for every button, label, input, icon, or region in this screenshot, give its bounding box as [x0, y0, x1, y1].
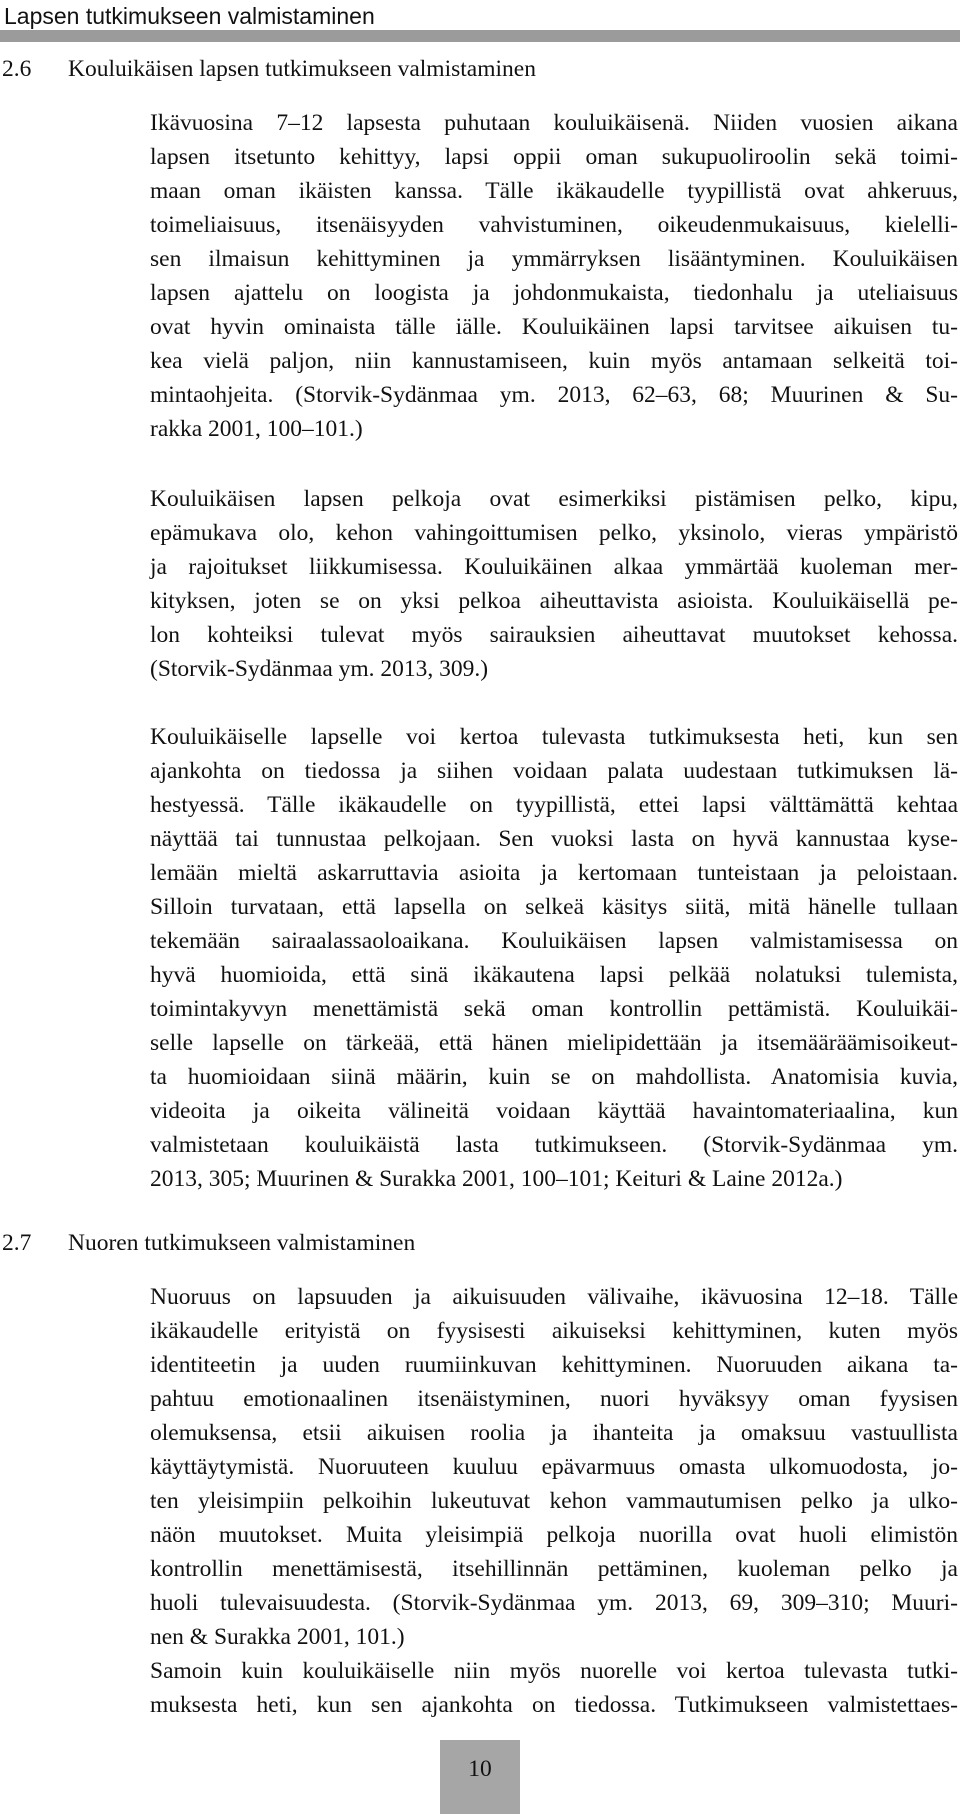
text-line: hyvä huomioida, että sinä ikäkautena lapsi pelkää nolatuksi tulemista,: [150, 962, 958, 988]
text-line: mintaohjeita. (Storvik-Sydänmaa ym. 2013, 62–63, 68; Muurinen & Su-: [150, 382, 958, 408]
text-line: Silloin turvataan, että lapsella on selkeä käsitys siitä, mitä hänelle tullaan: [150, 894, 958, 920]
text-line: videoita ja oikeita välineitä voidaan käyttää havaintomateriaalina, kun: [150, 1098, 958, 1124]
text-line: Kouluikäisen lapsen pelkoja ovat esimerkiksi pistämisen pelko, kipu,: [150, 486, 958, 512]
text-line: toimintakyvyn menettämistä sekä oman kontrollin pettämistä. Kouluikäi-: [150, 996, 958, 1022]
page-number-box: [440, 1740, 520, 1814]
text-line: ta huomioidaan siinä määrin, kuin se on mahdollista. Anatomisia kuvia,: [150, 1064, 958, 1090]
text-line: huoli tulevaisuudesta. (Storvik-Sydänmaa ym. 2013, 69, 309–310; Muuri-: [150, 1590, 958, 1616]
text-line: lon kohteiksi tulevat myös sairauksien aiheuttavat muutokset kehossa.: [150, 622, 958, 648]
text-line: hestyessä. Tälle ikäkaudelle on tyypillistä, ettei lapsi välttämättä kehtaa: [150, 792, 958, 818]
header-rule: [0, 30, 960, 42]
paragraph-school-age-preparation: [150, 720, 958, 1196]
text-line: olemuksensa, etsii aikuisen roolia ja ihanteita ja omaksuu vastuullista: [150, 1420, 958, 1446]
paragraph-school-age-intro: [150, 106, 958, 446]
text-line: sen ilmaisun kehittyminen ja ymmärryksen lisääntyminen. Kouluikäisen: [150, 246, 958, 272]
text-line: Samoin kuin kouluikäiselle niin myös nuorelle voi kertoa tulevasta tutki-: [150, 1658, 958, 1684]
text-line: tekemään sairaalassaoloaikana. Kouluikäisen lapsen valmistamisessa on: [150, 928, 958, 954]
text-line: käyttäytymistä. Nuoruuteen kuuluu epävarmuus omasta ulkomuodosta, jo-: [150, 1454, 958, 1480]
section-number: 2.7: [2, 1230, 32, 1256]
text-line: epämukava olo, kehon vahingoittumisen pelko, yksinolo, vieras ympäristö: [150, 520, 958, 546]
section-title: Nuoren tutkimukseen valmistaminen: [68, 1230, 416, 1256]
section-title: Kouluikäisen lapsen tutkimukseen valmistaminen: [68, 56, 536, 82]
text-line: lapsen ajattelu on loogista ja johdonmukaista, tiedonhalu ja uteliaisuus: [150, 280, 958, 306]
text-line: pahtuu emotionaalinen itsenäistyminen, nuori hyväksyy oman fyysisen: [150, 1386, 958, 1412]
text-line: kontrollin menettämisestä, itsehillinnän pettäminen, kuoleman pelko ja: [150, 1556, 958, 1582]
text-line: Nuoruus on lapsuuden ja aikuisuuden välivaihe, ikävuosina 12–18. Tälle: [150, 1284, 958, 1310]
text-line: nen & Surakka 2001, 101.): [150, 1624, 405, 1650]
section-heading-2-7: [0, 1226, 960, 1260]
text-line: maan oman ikäisten kanssa. Tälle ikäkaudelle tyypillistä ovat ahkeruus,: [150, 178, 958, 204]
text-line: ajankohta on tiedossa ja siihen voidaan palata uudestaan tutkimuksen lä-: [150, 758, 958, 784]
text-line: rakka 2001, 100–101.): [150, 416, 363, 442]
text-line: ikäkaudelle erityistä on fyysisesti aikuiseksi kehittyminen, kuten myös: [150, 1318, 958, 1344]
text-line: kea vielä paljon, niin kannustamiseen, kuin myös antamaan selkeitä toi-: [150, 348, 958, 374]
running-header-title: Lapsen tutkimukseen valmistaminen: [4, 3, 375, 29]
text-line: näön muutokset. Muita yleisimpiä pelkoja nuorilla ovat huoli elimistön: [150, 1522, 958, 1548]
text-line: ten yleisimpiin pelkoihin lukeutuvat kehon vammautumisen pelko ja ulko-: [150, 1488, 958, 1514]
page-number: 10: [468, 1756, 492, 1782]
text-line: ja rajoitukset liikkumisessa. Kouluikäinen alkaa ymmärtää kuoleman mer-: [150, 554, 958, 580]
text-line: 2013, 305; Muurinen & Surakka 2001, 100–101; Keituri & Laine 2012a.): [150, 1166, 843, 1192]
text-line: (Storvik-Sydänmaa ym. 2013, 309.): [150, 656, 489, 682]
text-line: valmistetaan kouluikäistä lasta tutkimukseen. (Storvik-Sydänmaa ym.: [150, 1132, 958, 1158]
text-line: identiteetin ja uuden ruumiinkuvan kehittyminen. Nuoruuden aikana ta-: [150, 1352, 958, 1378]
text-line: lemään mieltä askarruttavia asioita ja kertomaan tunteistaan ja peloistaan.: [150, 860, 958, 886]
text-line: kityksen, joten se on yksi pelkoa aiheuttavista asioista. Kouluikäisellä pe-: [150, 588, 958, 614]
text-line: lapsen itsetunto kehittyy, lapsi oppii oman sukupuoliroolin sekä toimi-: [150, 144, 958, 170]
text-line: näyttää tai tunnustaa pelkojaan. Sen vuoksi lasta on hyvä kannustaa kyse-: [150, 826, 958, 852]
running-header: [0, 0, 960, 46]
section-heading-2-6: [0, 52, 960, 86]
section-number: 2.6: [2, 56, 32, 82]
paragraph-adolescent-preparation: [150, 1654, 958, 1722]
paragraph-school-age-fears: [150, 482, 958, 686]
text-line: Ikävuosina 7–12 lapsesta puhutaan kouluikäisenä. Niiden vuosien aikana: [150, 110, 958, 136]
paragraph-adolescent-intro: [150, 1280, 958, 1654]
text-line: selle lapselle on tärkeää, että hänen mielipidettään ja itsemääräämisoikeut-: [150, 1030, 958, 1056]
text-line: ovat hyvin ominaista tälle iälle. Kouluikäinen lapsi tarvitsee aikuisen tu-: [150, 314, 958, 340]
text-line: toimeliaisuus, itsenäisyyden vahvistuminen, oikeudenmukaisuus, kielelli-: [150, 212, 958, 238]
text-line: Kouluikäiselle lapselle voi kertoa tulevasta tutkimuksesta heti, kun sen: [150, 724, 958, 750]
text-line: muksesta heti, kun sen ajankohta on tiedossa. Tutkimukseen valmistettaes-: [150, 1692, 958, 1718]
